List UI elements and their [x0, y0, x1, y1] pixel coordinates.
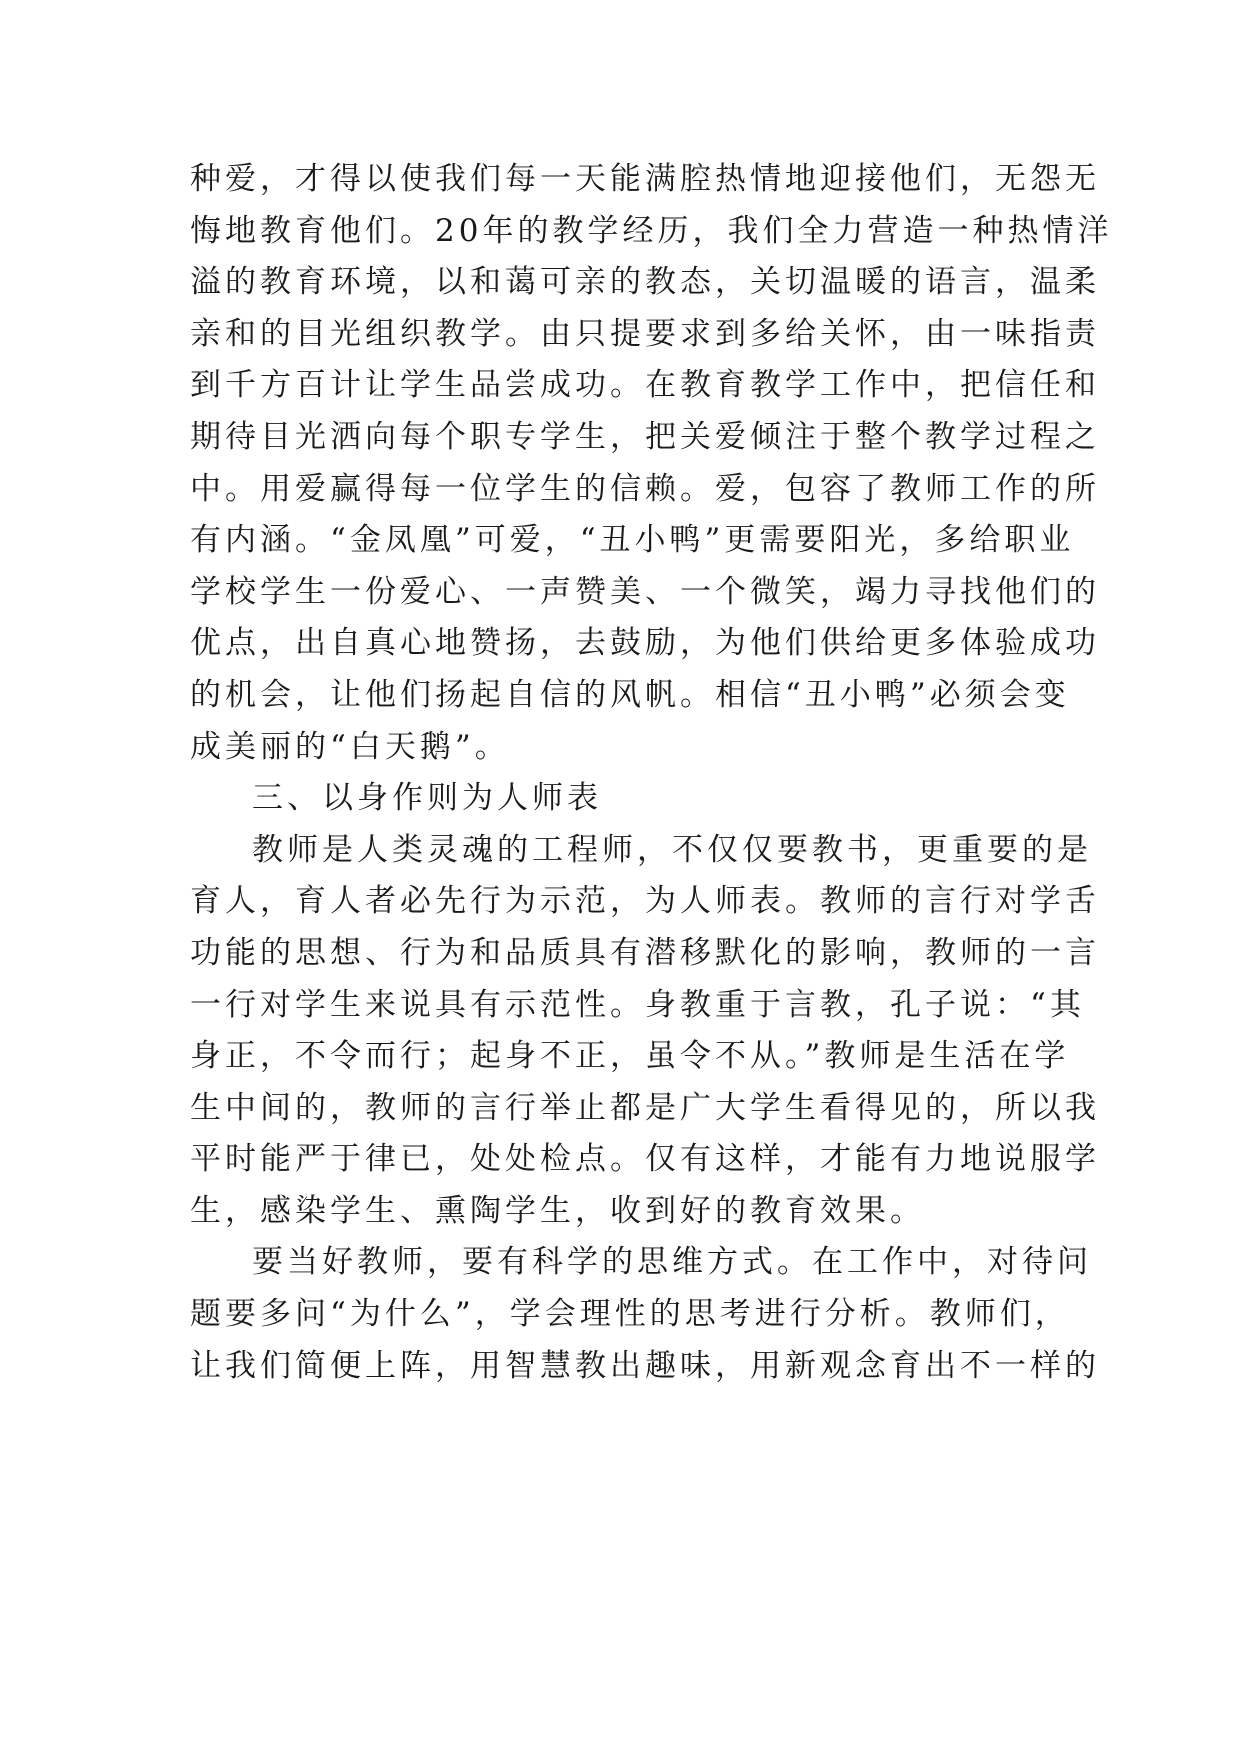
- text-line: 亲和的目光组织教学。由只提要求到多给关怀，由一味指责: [190, 315, 1100, 352]
- document-body: [190, 154, 1113, 1392]
- text-line: 期待目光洒向每个职专学生，把关爱倾注于整个教学过程之: [190, 418, 1100, 455]
- text-line: 平时能严于律已，处处检点。仅有这样，才能有力地说服学: [190, 1141, 1100, 1178]
- text-line: 身正，不令而行；起身不正，虽令不从。”教师是生活在学: [190, 1038, 1070, 1075]
- text-line: 生中间的，教师的言行举止都是广大学生看得见的，所以我: [190, 1089, 1100, 1126]
- text-line: 溢的教育环境，以和蔼可亲的教态，关切温暖的语言，温柔: [190, 264, 1100, 301]
- text-line: 生，感染学生、熏陶学生，收到好的教育效果。: [190, 1192, 925, 1229]
- text-line: 种爱，才得以使我们每一天能满腔热情地迎接他们，无怨无: [190, 161, 1100, 197]
- text-line: 一行对学生来说具有示范性。身教重于言教，孔子说：“其: [190, 986, 1085, 1023]
- document-page: [190, 154, 1113, 1392]
- text-line: 优点，出自真心地赞扬，去鼓励，为他们供给更多体验成功: [190, 625, 1100, 662]
- text-line: 题要多问“为什么”，学会理性的思考进行分析。教师们，: [190, 1296, 1070, 1333]
- text-line: 有内涵。“金凤凰”可爱，“丑小鸭”更需要阳光，多给职业: [190, 522, 1075, 559]
- text-line: 的机会，让他们扬起自信的风帆。相信“丑小鸭”必须会变: [190, 676, 1070, 713]
- text-line: 悔地教育他们。20年的教学经历，我们全力营造一种热情洋: [190, 212, 1113, 249]
- text-line: 功能的思想、行为和品质具有潜移默化的影响，教师的一言: [190, 934, 1100, 971]
- text-line: 到千方百计让学生品尝成功。在教育教学工作中，把信任和: [190, 367, 1100, 404]
- text-line: 教师是人类灵魂的工程师，不仅仅要教书，更重要的是: [252, 831, 1092, 868]
- text-line: 育人，育人者必先行为示范，为人师表。教师的言行对学舌: [190, 883, 1100, 920]
- section-heading: 三、以身作则为人师表: [252, 780, 602, 817]
- text-line: 让我们简便上阵，用智慧教出趣味，用新观念育出不一样的: [190, 1347, 1100, 1384]
- text-line: 中。用爱赢得每一位学生的信赖。爱，包容了教师工作的所: [190, 470, 1100, 507]
- text-line: 成美丽的“白天鹅”。: [190, 728, 510, 765]
- text-line: 学校学生一份爱心、一声赞美、一个微笑，竭力寻找他们的: [190, 573, 1100, 610]
- text-line: 要当好教师，要有科学的思维方式。在工作中，对待问: [252, 1244, 1092, 1281]
